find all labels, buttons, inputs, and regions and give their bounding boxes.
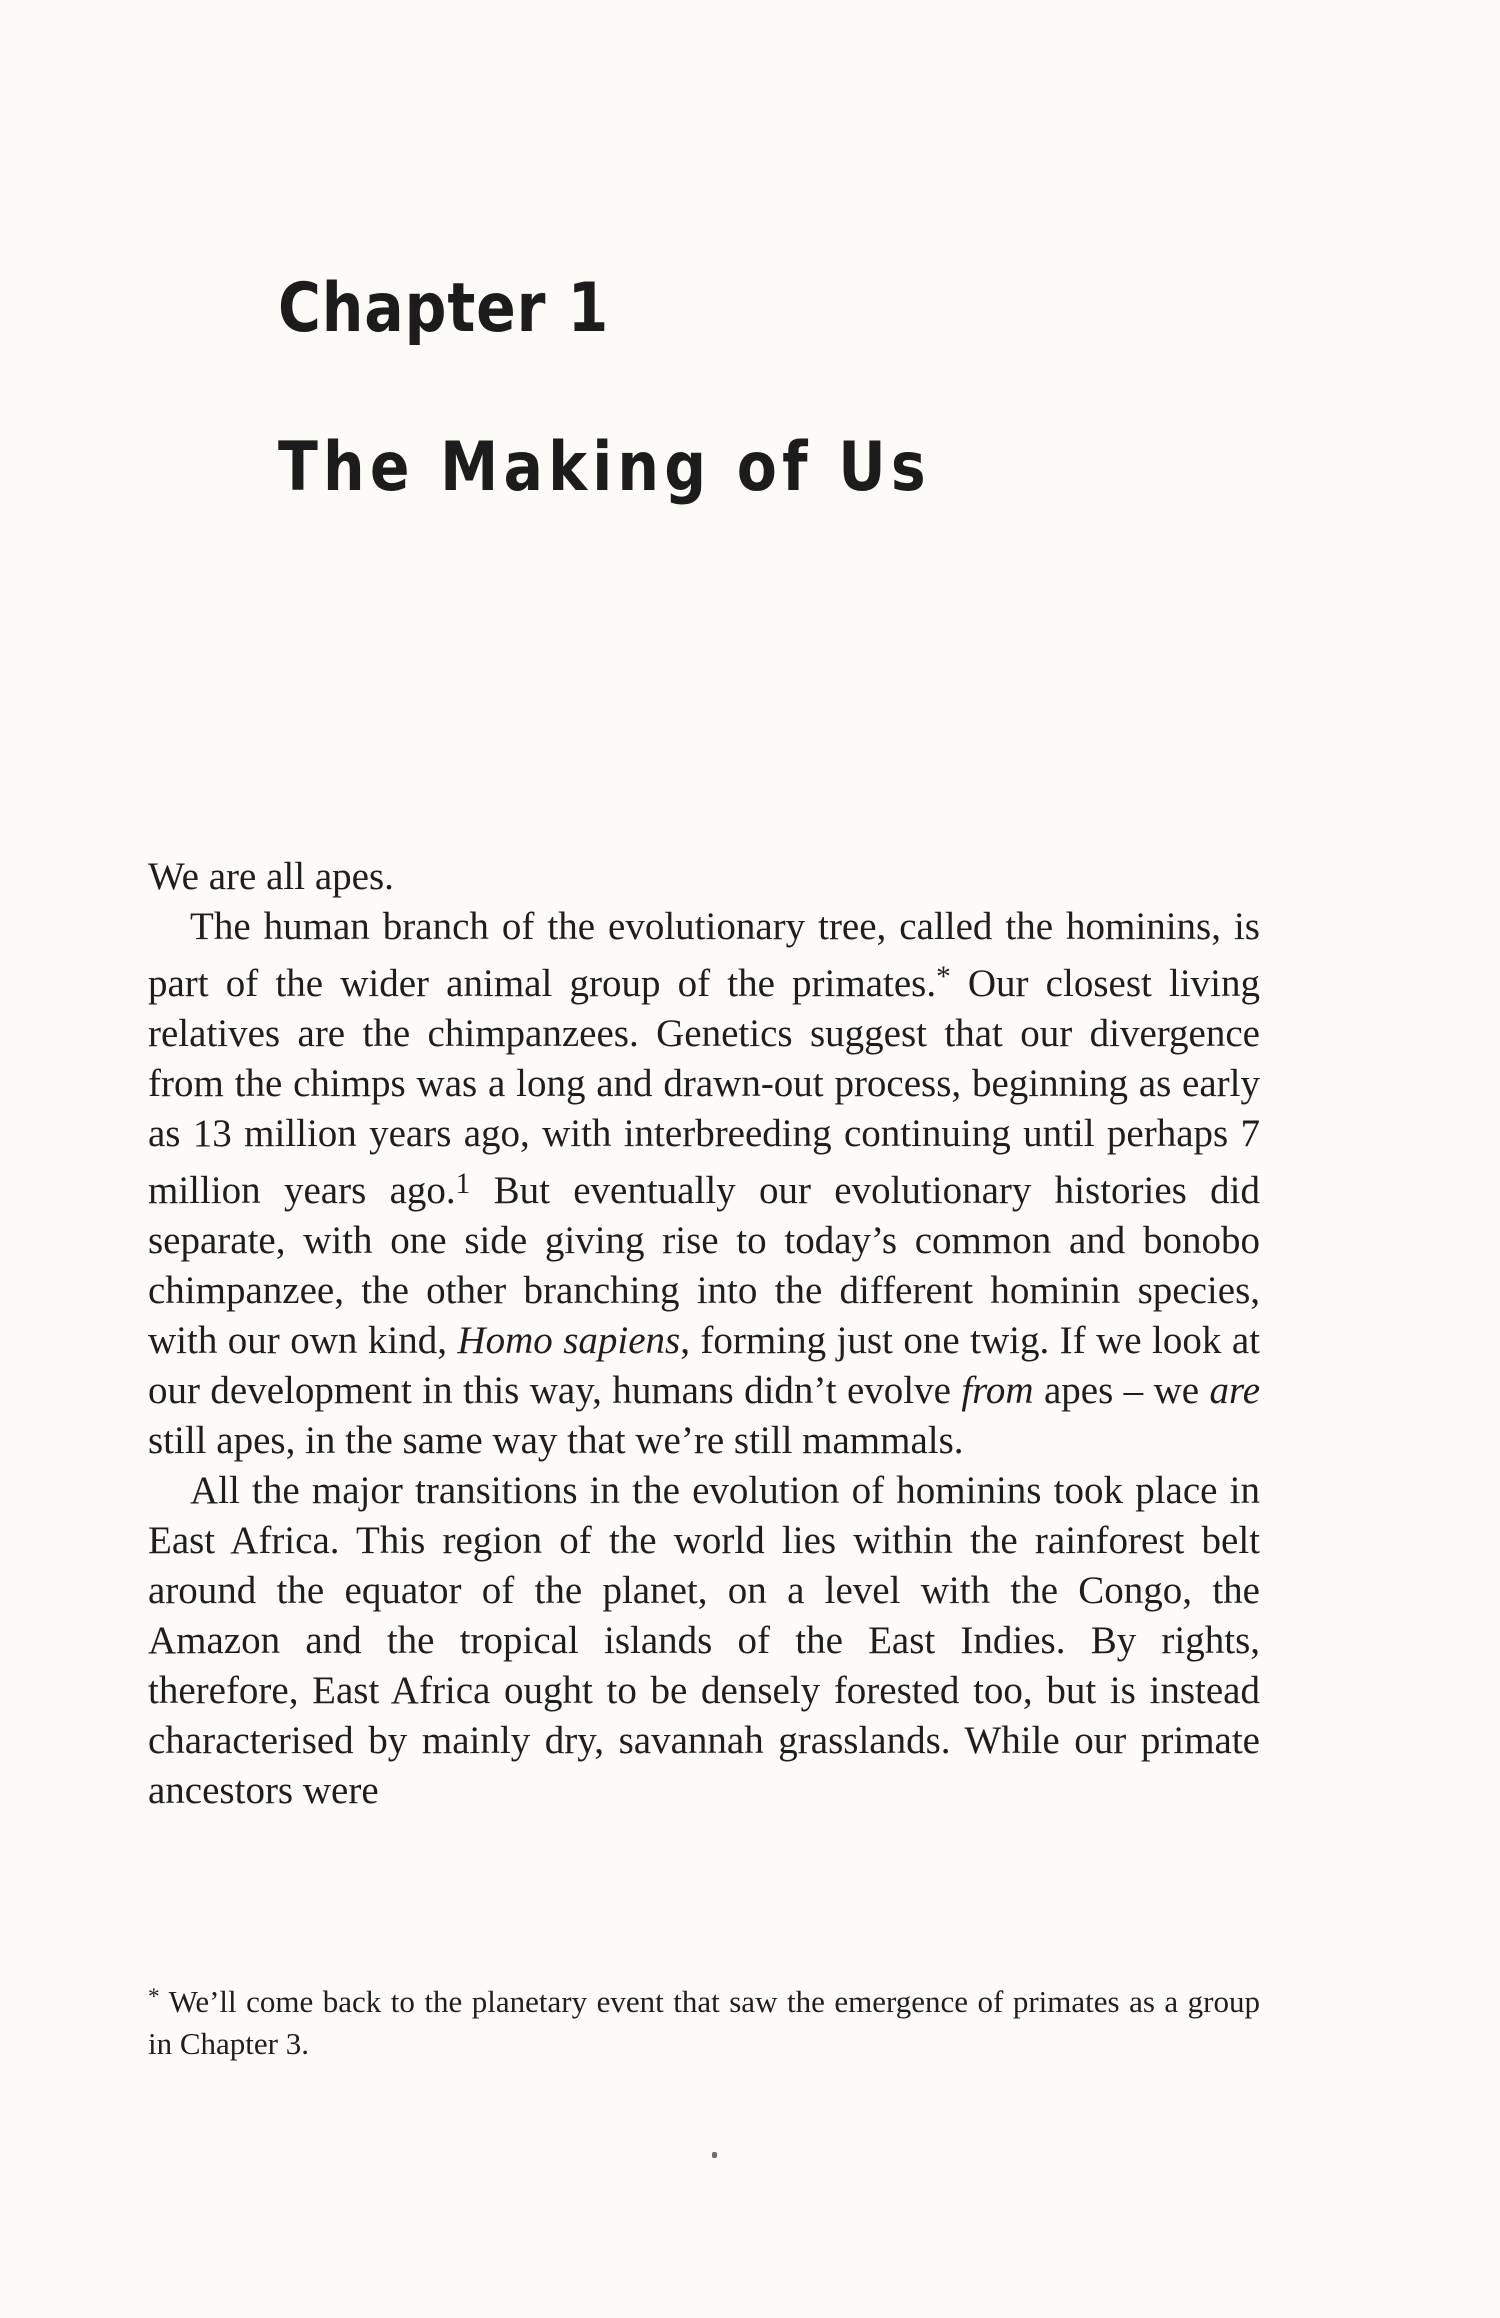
emphasis-from: from [961,1369,1034,1413]
footnote-text: We’ll come back to the planetary event that saw the emergence of primates as a group in Chapter 3. [148,1984,1260,2062]
p2-text-b: Our closest living relatives are the chimpanzees. Genetics suggest that our divergence from the chimps was a long and drawn-out process, beginning as early as 13 million years ago, with interbreeding continuing until perhaps 7 million years ago. [148,962,1260,1213]
paragraph-2 [148,902,1260,1466]
p2-text-e: apes – we [1033,1369,1210,1413]
p2-text-f: still apes, in the same way that we’re still mammals. [148,1419,964,1463]
footnote [148,1976,1260,2065]
endnote-reference: 1 [455,1168,471,1201]
paragraph-1: We are all apes. [148,855,394,898]
emphasis-are: are [1209,1369,1261,1413]
print-speck [712,2152,717,2158]
p2-text-c: But eventually our evolutionary histories did separate, with one side giving rise to today’s common and bonobo chimpanzee, the other branching into the different hominin species, with our own kind, [148,1169,1260,1363]
species-name: Homo sapiens [457,1319,681,1363]
paragraph-3: All the major transitions in the evolution of hominins took place in East Africa. This region of the world lies within the rainforest belt around the equator of the planet, on a level with the Congo, the Amazon and the tropical islands of the East Indies. By rights, therefore, East Africa ought to be densely forested too, but is instead characterised by mainly dry, savannah grasslands. While our primate ancestors were [148,1469,1260,1813]
chapter-number: Chapter 1 [278,269,610,348]
p2-text-a: The human branch of the evolutionary tree, called the hominins, is part of the wider animal group of the primates. [148,905,1260,1006]
p2-text-d: , forming just one twig. If we look at our development in this way, humans didn’t evolve [148,1319,1260,1413]
chapter-title: The Making of Us [278,428,931,507]
footnote-reference: * [936,961,951,993]
footnote-marker: * [148,1984,160,2010]
body-text [148,852,1260,1816]
